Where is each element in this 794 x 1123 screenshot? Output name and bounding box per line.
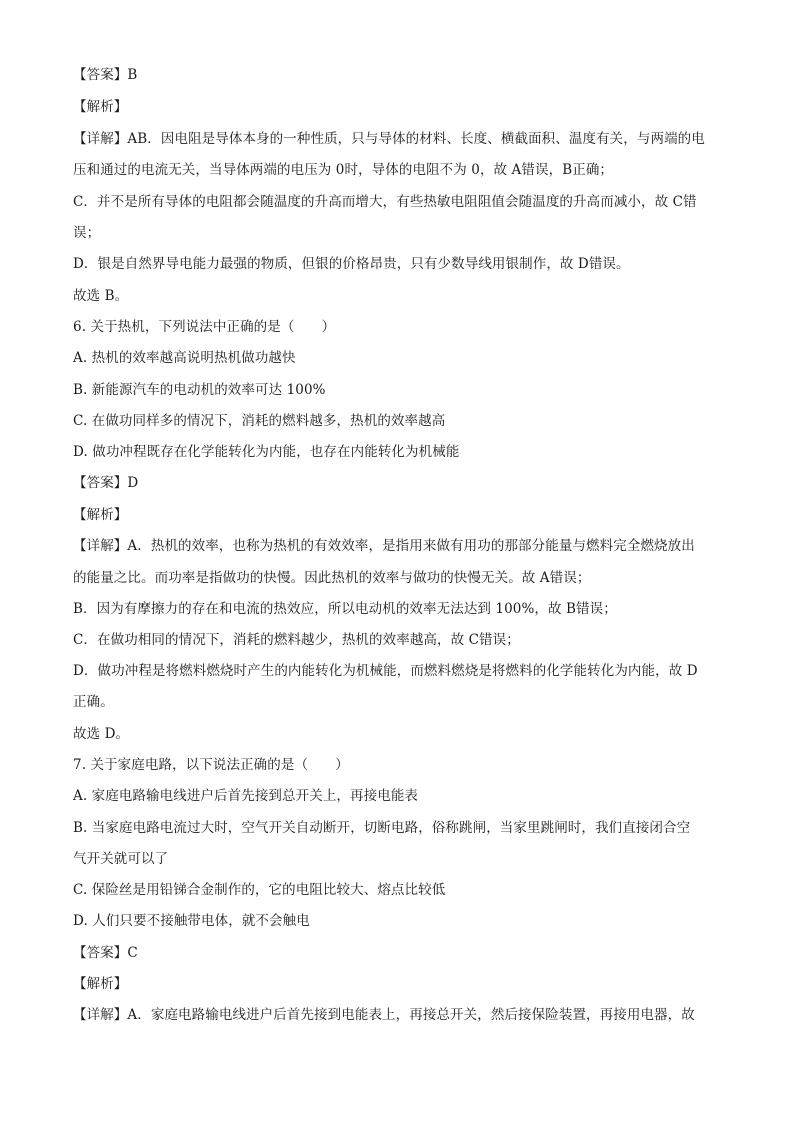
conclusion-line: 故选 D。 [73,726,130,742]
question-7-option-b: B. 当家庭电路电流过大时，空气开关自动断开，切断电路，俗称跳闸，当家里跳闸时，我们直接闭合空 [73,820,691,836]
detail-line: 的能量之比。而功率是指做功的快慢。因此热机的效率与做功的快慢无关。故 A错误； [73,570,591,586]
detail-line: B．因为有摩擦力的存在和电流的热效应，所以电动机的效率无法达到 100%，故 B错误； [73,601,617,617]
detail-line: D．做功冲程是将燃料燃烧时产生的内能转化为机械能，而燃料燃烧是将燃料的化学能转化为内能，故 D [73,663,698,679]
detail-line: 压和通过的电流无关，当导体两端的电压为 0时，导体的电阻不为 0，故 A错误，B正确； [73,162,614,178]
detail-line: 【详解】A．热机的效率，也称为热机的有效效率，是指用来做有用功的那部分能量与燃料完全燃烧放出 [73,538,695,554]
question-6-stem: 6. 关于热机，下列说法中正确的是（ ） [73,319,336,335]
detail-line: 【详解】A．家庭电路输电线进户后首先接到电能表上，再接总开关，然后接保险装置，再接用电器，故 [73,1007,695,1023]
answer-label-7: 【答案】C [73,945,138,961]
question-6-option-d: D. 做功冲程既存在化学能转化为内能，也存在内能转化为机械能 [73,444,460,460]
answer-label-5: 【答案】B [73,67,138,83]
question-6-option-c: C. 在做功同样多的情况下，消耗的燃料越多，热机的效率越高 [73,413,446,429]
question-7-option-b-cont: 气开关就可以了 [73,851,169,867]
question-7-option-d: D. 人们只要不接触带电体，就不会触电 [73,913,310,929]
analysis-label-5: 【解析】 [73,99,128,115]
question-6-option-a: A. 热机的效率越高说明热机做功越快 [73,350,296,366]
question-7-option-c: C. 保险丝是用铅锑合金制作的，它的电阻比较大、熔点比较低 [73,882,446,898]
detail-line: 【详解】AB．因电阻是导体本身的一种性质，只与导体的材料、长度、横截面积、温度有关，与两端的电 [73,131,705,147]
question-7-option-a: A. 家庭电路输电线进户后首先接到总开关上，再接电能表 [73,788,419,804]
analysis-label-6: 【解析】 [73,507,128,523]
detail-line: C．在做功相同的情况下，消耗的燃料越少，热机的效率越高，故 C错误； [73,632,520,648]
conclusion-line: 故选 B。 [73,288,129,304]
detail-line: C．并不是所有导体的电阻都会随温度的升高而增大，有些热敏电阻阻值会随温度的升高而减小，故 C错 [73,194,697,210]
question-7-stem: 7. 关于家庭电路，以下说法正确的是（ ） [73,757,349,773]
detail-line: 误； [73,225,101,241]
detail-line: 正确。 [73,694,114,710]
answer-label-6: 【答案】D [73,475,139,491]
question-6-option-b: B. 新能源汽车的电动机的效率可达 100% [73,382,326,398]
analysis-label-7: 【解析】 [73,976,128,992]
detail-line: D．银是自然界导电能力最强的物质，但银的价格昂贵，只有少数导线用银制作，故 D错误。 [73,256,630,272]
